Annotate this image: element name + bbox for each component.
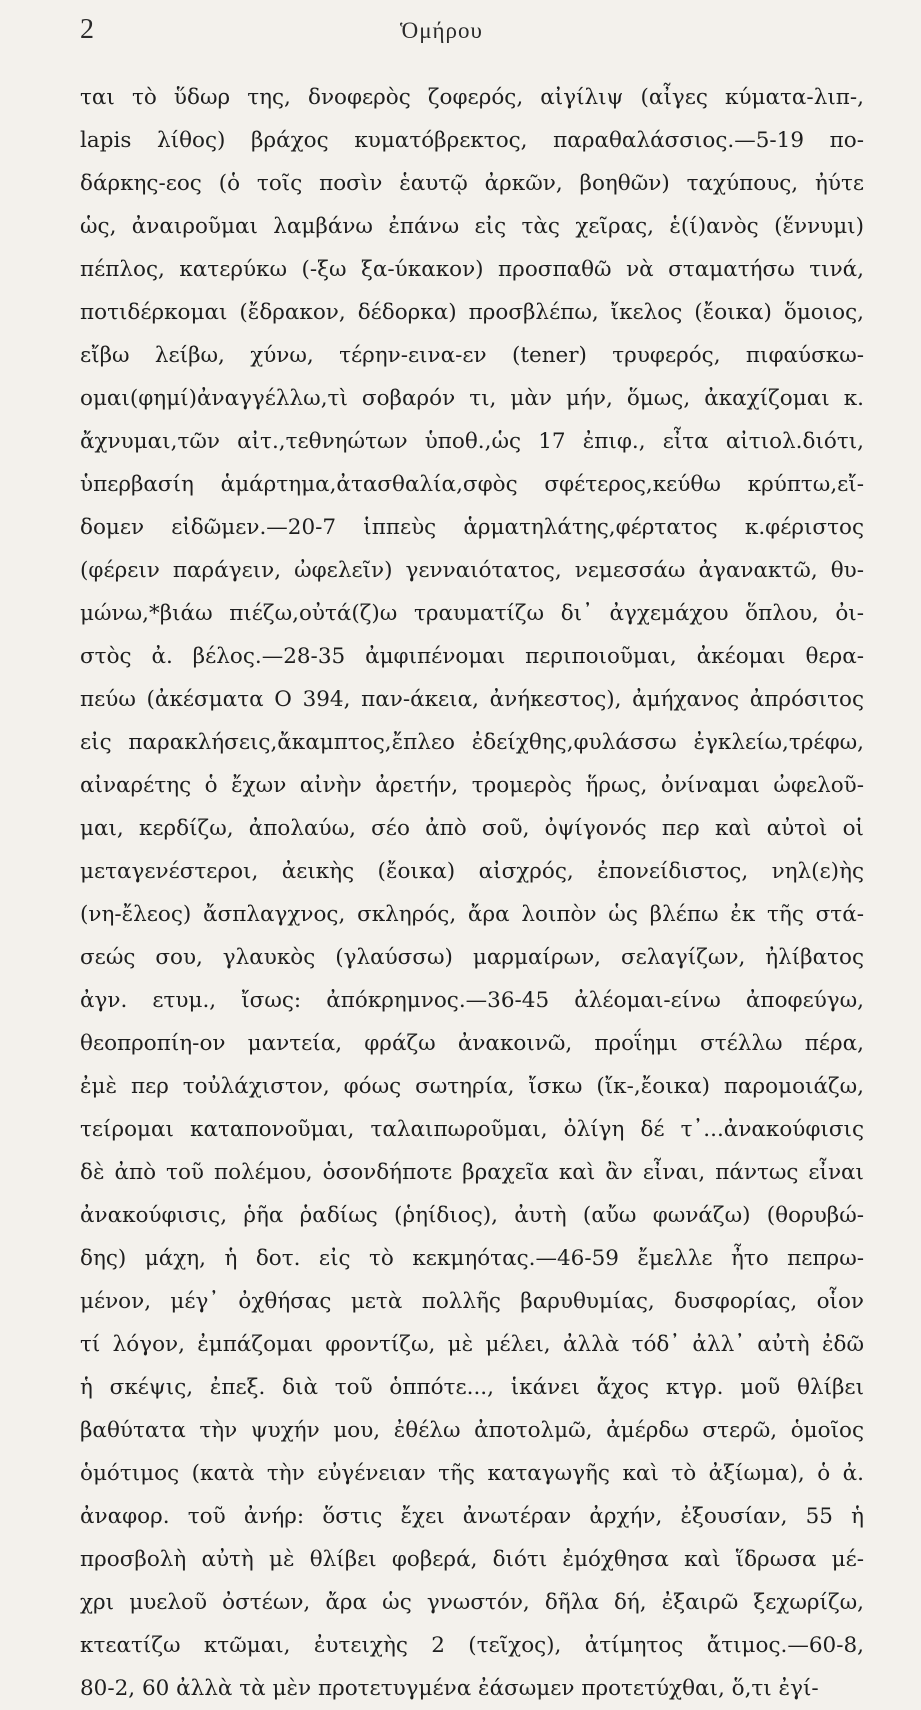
text-line: ἡ σκέψις, ἐπεξ. διὰ τοῦ ὁππότε..., ἱκάνει ἄχος κτγρ. μοῦ θλίβει bbox=[80, 1375, 864, 1400]
page-header bbox=[0, 14, 921, 54]
text-line: στὸς ἀ. βέλος.—28-35 ἀμφιπένομαι περιποιοῦμαι, ἀκέομαι θερα- bbox=[80, 644, 864, 669]
text-line: δάρκης-εος (ὁ τοῖς ποσὶν ἑαυτῷ ἀρκῶν, βοηθῶν) ταχύπους, ἠύτε bbox=[80, 171, 864, 196]
text-line: τείρομαι καταπονοῦμαι, ταλαιπωροῦμαι, ὀλίγη δέ τ᾽...ἀνακούφισις bbox=[80, 1117, 864, 1142]
running-title: Ὁμήρου bbox=[400, 18, 483, 43]
text-line: βαθύτατα τὴν ψυχήν μου, ἐθέλω ἀποτολμῶ, ἀμέρδω στερῶ, ὁμοῖος bbox=[80, 1418, 864, 1443]
text-line: ομαι(φημί)ἀναγγέλλω,τὶ σοβαρόν τι, μὰν μήν, ὅμως, ἀκαχίζομαι κ. bbox=[80, 386, 864, 411]
text-line: μεταγενέστεροι, ἀεικὴς (ἔοικα) αἰσχρός, ἐπονείδιστος, νηλ(ε)ὴς bbox=[80, 859, 864, 884]
text-line: χρι μυελοῦ ὀστέων, ἄρα ὡς γνωστόν, δῆλα δή, ἐξαιρῶ ξεχωρίζω, bbox=[80, 1590, 864, 1615]
text-line: τί λόγον, ἐμπάζομαι φροντίζω, μὲ μέλει, ἀλλὰ τόδ᾽ ἀλλ᾽ αὐτὴ ἐδῶ bbox=[80, 1332, 864, 1357]
text-line: ὑπερβασίη ἁμάρτημα,ἀτασθαλία,σφὸς σφέτερος,κεύθω κρύπτω,εἴ- bbox=[80, 472, 864, 497]
text-line: πεύω (ἀκέσματα Ο 394, παν-άκεια, ἀνήκεστος), ἀμήχανος ἀπρόσιτος bbox=[80, 687, 864, 712]
text-line: δης) μάχη, ἡ δοτ. εἰς τὸ κεκμηότας.—46-59 ἔμελλε ἦτο πεπρω- bbox=[80, 1246, 864, 1271]
text-line: ἀγν. ετυμ., ἴσως: ἀπόκρημνος.—36-45 ἀλέομαι-είνω ἀποφεύγω, bbox=[80, 988, 864, 1013]
text-line: 80-2, 60 ἀλλὰ τὰ μὲν προτετυγμένα ἐάσωμεν προτετύχθαι, ὅ,τι ἐγί- bbox=[80, 1676, 819, 1701]
text-line: lapis λίθος) βράχος κυματόβρεκτος, παραθαλάσσιος.—5-19 πο- bbox=[80, 128, 864, 153]
text-line: μαι, κερδίζω, ἀπολαύω, σέο ἀπὸ σοῦ, ὀψίγονός περ καὶ αὐτοὶ οἱ bbox=[80, 816, 864, 841]
commentary-text bbox=[80, 76, 864, 1710]
text-line: προσβολὴ αὐτὴ μὲ θλίβει φοβερά, διότι ἐμόχθησα καὶ ἵδρωσα μέ- bbox=[80, 1547, 864, 1572]
text-line: ἀναφορ. τοῦ ἀνήρ: ὅστις ἔχει ἀνωτέραν ἀρχήν, ἐξουσίαν, 55 ἡ bbox=[80, 1504, 864, 1529]
page-number: 2 bbox=[80, 14, 94, 45]
text-line: ἐμὲ περ τοὐλάχιστον, φόως σωτηρία, ἴσκω (ἴκ-,ἔοικα) παρομοιάζω, bbox=[80, 1074, 864, 1099]
text-line: ὁμότιμος (κατὰ τὴν εὐγένειαν τῆς καταγωγῆς καὶ τὸ ἀξίωμα), ὁ ἀ. bbox=[80, 1461, 864, 1486]
text-line: ὡς, ἀναιροῦμαι λαμβάνω ἐπάνω εἰς τὰς χεῖρας, ἑ(ί)ανὸς (ἕννυμι) bbox=[80, 214, 864, 239]
text-line: θεοπροπίη-ον μαντεία, φράζω ἀνακοινῶ, προΐημι στέλλω πέρα, bbox=[80, 1031, 864, 1056]
text-line: αἰναρέτης ὁ ἔχων αἰνὴν ἀρετήν, τρομερὸς ἥρως, ὀνίναμαι ὠφελοῦ- bbox=[80, 773, 864, 798]
text-line: ται τὸ ὕδωρ της, δνοφερὸς ζοφερός, αἰγίλιψ (αἶγες κύματα-λιπ-, bbox=[80, 85, 864, 110]
text-line: ἀνακούφισις, ῥῆα ῥαδίως (ῥηίδιος), ἀυτὴ (αὔω φωνάζω) (θορυβώ- bbox=[80, 1203, 864, 1228]
text-line: (φέρειν παράγειν, ὠφελεῖν) γενναιότατος, νεμεσσάω ἀγανακτῶ, θυ- bbox=[80, 558, 864, 583]
text-line: μένον, μέγ᾽ ὀχθήσας μετὰ πολλῆς βαρυθυμίας, δυσφορίας, οἷον bbox=[80, 1289, 864, 1314]
text-line: κτεατίζω κτῶμαι, ἐυτειχὴς 2 (τεῖχος), ἀτίμητος ἄτιμος.—60-8, bbox=[80, 1633, 864, 1658]
text-line: δὲ ἀπὸ τοῦ πολέμου, ὁσονδήποτε βραχεῖα καὶ ἂν εἶναι, πάντως εἶναι bbox=[80, 1160, 864, 1185]
text-line: πέπλος, κατερύκω (-ξω ξα-ύκακον) προσπαθῶ νὰ σταματήσω τινά, bbox=[80, 257, 864, 282]
text-line: εἰς παρακλήσεις,ἄκαμπτος,ἔπλεο ἐδείχθης,φυλάσσω ἐγκλείω,τρέφω, bbox=[80, 730, 864, 755]
text-line: δομεν εἰδῶμεν.—20-7 ἱππεὺς ἁρματηλάτης,φέρτατος κ.φέριστος bbox=[80, 515, 864, 540]
text-line: σεώς σου, γλαυκὸς (γλαύσσω) μαρμαίρων, σελαγίζων, ἠλίβατος bbox=[80, 945, 864, 970]
text-line: ἄχνυμαι,τῶν αἰτ.,τεθνηώτων ὑποθ.,ὡς 17 ἐπιφ., εἶτα αἰτιολ.διότι, bbox=[80, 429, 864, 454]
text-line: (νη-ἔλεος) ἄσπλαγχνος, σκληρός, ἄρα λοιπὸν ὡς βλέπω ἐκ τῆς στά- bbox=[80, 902, 864, 927]
text-line: εἴβω λείβω, χύνω, τέρην-εινα-εν (tener) τρυφερός, πιφαύσκω- bbox=[80, 343, 864, 368]
text-line: ποτιδέρκομαι (ἔδρακον, δέδορκα) προσβλέπω, ἴκελος (ἔοικα) ὅμοιος, bbox=[80, 300, 864, 325]
text-line: μώνω,*βιάω πιέζω,οὐτά(ζ)ω τραυματίζω δι᾽ ἀγχεμάχου ὅπλου, ὀι- bbox=[80, 601, 864, 626]
